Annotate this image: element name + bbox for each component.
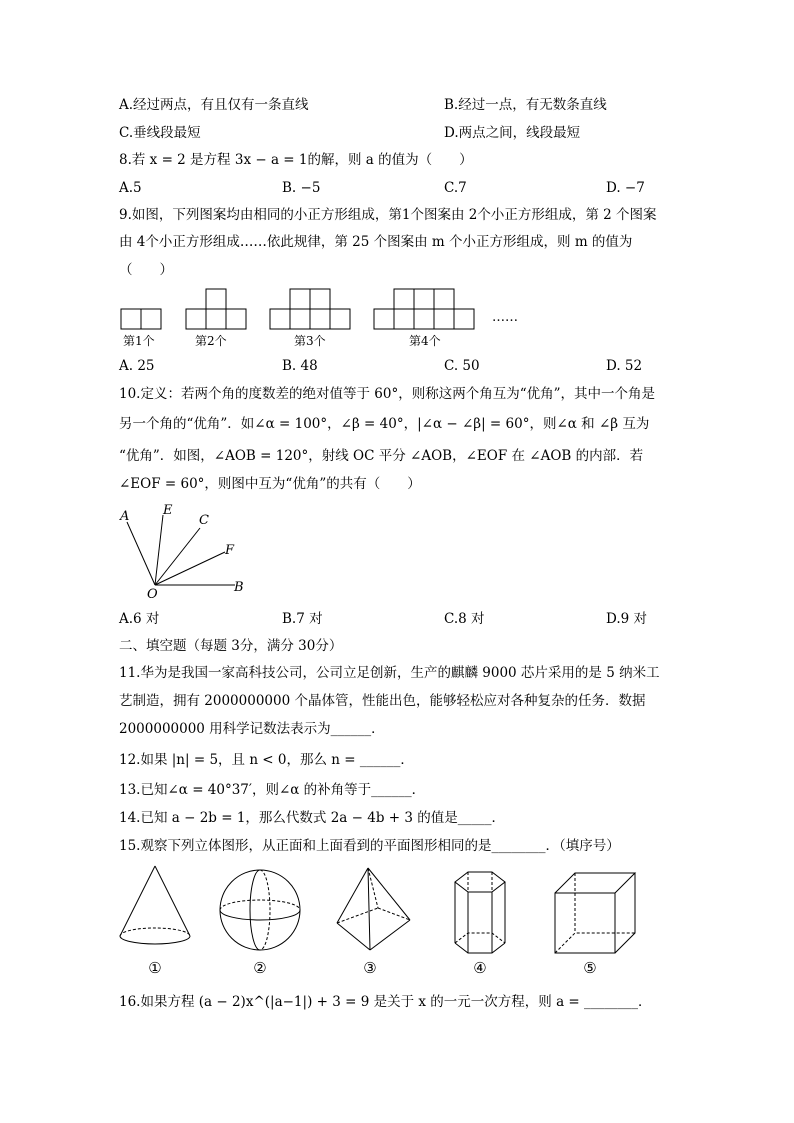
label-e: E: [163, 503, 173, 518]
q10-line4: ∠EOF = 60°，则图中互为“优角”的共有（ ）: [119, 476, 421, 492]
q10-option-c: C.8 对: [444, 611, 485, 627]
q15-solids-figure: [110, 858, 650, 980]
q10-line1: 10.定义：若两个角的度数差的绝对值等于 60°，则称这两个角互为“优角”，其中一个角是: [119, 386, 655, 402]
q16-stem: 16.如果方程 (a − 2)x^(|a−1|) + 3 = 9 是关于 x 的一元一次方程，则 a = ________．: [119, 994, 652, 1010]
sphere-shape: [220, 870, 300, 950]
square: [394, 289, 414, 309]
square: [414, 309, 434, 329]
pattern-label-3: 第3个: [294, 334, 326, 348]
square: [186, 309, 206, 329]
label-c: C: [199, 513, 209, 528]
square: [226, 309, 246, 329]
q13-stem: 13.已知∠α = 40°37′，则∠α 的补角等于______．: [119, 782, 426, 798]
solid-label-1: ①: [148, 959, 162, 977]
square: [121, 309, 141, 329]
square: [434, 309, 454, 329]
square: [394, 309, 414, 329]
q8-option-c: C.7: [444, 180, 467, 196]
ray-oc: [155, 528, 200, 585]
q10-option-a: A.6 对: [119, 611, 160, 627]
pyramid-shape: [337, 868, 410, 950]
q11-line3: 2000000000 用科学记数法表示为______．: [119, 721, 385, 737]
q8-option-d: D. −7: [606, 180, 645, 196]
q7-option-d: D.两点之间，线段最短: [444, 125, 581, 141]
q9-square-patterns-figure: [118, 284, 538, 350]
q11-line1: 11.华为是我国一家高科技公司，公司立足创新，生产的麒麟 9000 芯片采用的是 5 纳米工: [119, 665, 660, 681]
q8-stem: 8.若 x = 2 是方程 3x − a = 1的解，则 a 的值为（ ）: [119, 152, 473, 168]
q11-line2: 艺制造，拥有 2000000000 个晶体管，性能出色，能够轻松应对各种复杂的任务．数据: [119, 693, 646, 709]
square: [434, 289, 454, 309]
square: [206, 289, 226, 309]
pattern-label-1: 第1个: [123, 334, 155, 348]
q7-option-a: A.经过两点，有且仅有一条直线: [119, 97, 309, 113]
solid-label-4: ④: [473, 959, 487, 977]
pattern-ellipsis: ……: [492, 310, 518, 325]
hexagonal-prism-shape: [455, 872, 505, 953]
q10-line3: “优角”．如图，∠AOB = 120°，射线 OC 平分 ∠AOB，∠EOF 在 ∠AOB 的内部．若: [119, 448, 644, 464]
solid-label-5: ⑤: [583, 959, 597, 977]
label-f: F: [225, 543, 235, 558]
q8-option-a: A.5: [119, 180, 142, 196]
square: [310, 309, 330, 329]
q7-option-c: C.垂线段最短: [119, 125, 201, 141]
label-a: A: [120, 509, 130, 524]
q9-line2: 由 4个小正方形组成……依此规律，第 25 个图案由 m 个小正方形组成，则 m 的值为: [119, 234, 633, 250]
q9-option-c: C. 50: [444, 358, 480, 374]
cube-shape: [555, 873, 635, 953]
square: [270, 309, 290, 329]
square: [290, 309, 310, 329]
q10-angle-figure: [115, 500, 255, 602]
q10-option-d: D.9 对: [606, 611, 648, 627]
square: [141, 309, 161, 329]
q9-option-b: B. 48: [282, 358, 318, 374]
square: [310, 289, 330, 309]
q9-line1: 9.如图，下列图案均由相同的小正方形组成，第1个图案由 2个小正方形组成，第 2 个图案: [119, 207, 657, 223]
q10-option-b: B.7 对: [282, 611, 323, 627]
q9-option-d: D. 52: [606, 358, 643, 374]
square: [414, 289, 434, 309]
square: [330, 309, 350, 329]
pattern-label-2: 第2个: [195, 334, 227, 348]
q7-option-b: B.经过一点，有无数条直线: [444, 97, 607, 113]
ray-of: [155, 552, 225, 585]
solid-label-2: ②: [253, 959, 267, 977]
q14-stem: 14.已知 a − 2b = 1，那么代数式 2a − 4b + 3 的值是_____．: [119, 810, 505, 826]
square: [206, 309, 226, 329]
solid-label-3: ③: [363, 959, 377, 977]
square: [374, 309, 394, 329]
cone-shape: [120, 866, 190, 944]
pattern-label-4: 第4个: [409, 334, 441, 348]
q9-option-a: A. 25: [119, 358, 155, 374]
q12-stem: 12.如果 |n| = 5，且 n < 0，那么 n = ______．: [119, 752, 414, 768]
ray-oe: [155, 515, 163, 585]
square: [290, 289, 310, 309]
q9-line3: （ ）: [119, 262, 173, 278]
square: [454, 309, 474, 329]
q15-stem: 15.观察下列立体图形，从正面和上面看到的平面图形相同的是________．（填序号）: [119, 838, 620, 854]
q10-line2: 另一个角的“优角”．如∠α = 100°，∠β = 40°，|∠α − ∠β| = 60°，则∠α 和 ∠β 互为: [119, 416, 650, 432]
ray-oa: [127, 522, 155, 585]
section-heading: 二、填空题（每题 3分，满分 30分）: [119, 638, 343, 654]
q8-option-b: B. −5: [282, 180, 321, 196]
label-o: O: [147, 587, 158, 602]
label-b: B: [234, 580, 244, 595]
